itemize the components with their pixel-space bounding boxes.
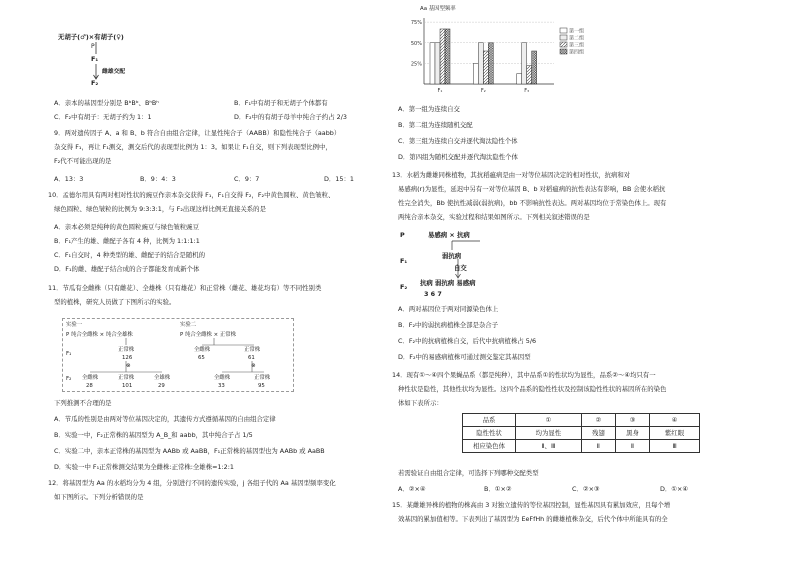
c13-self: 自交 <box>454 264 467 272</box>
legend-swatch <box>560 49 567 54</box>
c13-cross-lines <box>446 239 506 281</box>
c13-p-label: P <box>400 231 405 239</box>
exp1-f2-normal-count: 101 <box>122 383 133 389</box>
exp1-f2-female: 全雌株 <box>82 375 99 381</box>
q11-option-d: D．实验一中 F₁正常株测交结果为全雌株:正常株:全雄株=1:2:1 <box>54 463 234 471</box>
exp1-f2-normal: 正常株 <box>118 375 135 381</box>
bar <box>445 29 450 84</box>
table-cell: 残翅 <box>581 427 615 440</box>
q10-option-c: C．F₁自交时，4 种类型的雄、雌配子的结合是随机的 <box>54 251 205 259</box>
exp1-f2-female-count: 28 <box>86 383 93 389</box>
q14-ask: 若需验证自由组合定律，可选择下列哪种交配类型 <box>398 469 539 477</box>
bar <box>440 29 445 84</box>
q10-option-a: A．亲本必须是纯种的黄色圆粒豌豆与绿色皱粒豌豆 <box>54 223 199 231</box>
c13-f1-label: F₁ <box>400 257 408 265</box>
exp2-title: 实验二 <box>180 322 197 328</box>
table-row <box>463 427 700 440</box>
cross-parents: 无胡子(♂)×有胡子(♀) <box>58 33 124 41</box>
table-row <box>463 414 700 427</box>
exp2-f2-normal-count: 95 <box>258 383 265 389</box>
q11-line2: 型的植株，研究人员做了下图所示的实验。 <box>54 298 176 306</box>
table-cell: ② <box>581 414 615 427</box>
legend-swatch <box>560 35 567 40</box>
q10-line1: 10．孟德尔用具有两对相对性状的豌豆作亲本杂交获得 F₁，F₁自交得 F₂，F₂中黄色圆粒、黄色皱粒、 <box>48 191 335 199</box>
q13-option-c: C．F₂中的抗病植株自交，后代中抗病植株占 5/6 <box>398 337 537 345</box>
y-tick-label: 50% <box>410 40 422 47</box>
bar <box>527 66 532 84</box>
table-cell: 隐性性状 <box>463 427 516 440</box>
q11-option-b: B．实验一中，F₂正常株的基因型为 A_B_和 aabb，其中纯合子占 1/5 <box>54 431 253 439</box>
fruitfly-table <box>462 413 700 453</box>
exp2-f2-female-count: 33 <box>218 383 225 389</box>
bar <box>473 63 478 84</box>
q12-option-a: A．第一组为连续自交 <box>398 105 460 113</box>
q12-option-c: C．第三组为连续自交并逐代淘汰隐性个体 <box>398 137 518 145</box>
table-row <box>463 440 700 453</box>
chart-title: Aa 基因型频率 <box>420 6 456 12</box>
x-tick-label: F₁ <box>437 88 443 94</box>
q11-option-a: A．节瓜的性别是由两对等位基因决定的，其遗传方式遵循基因的自由组合定律 <box>54 415 276 423</box>
c13-f1-child: 弱抗病 <box>442 252 462 260</box>
q9-line1: 9．两对遗传因子 A、a 和 B、b 符合自由组合定律，让显性纯合子（AABB）和隐性纯合子（aabb） <box>54 129 341 137</box>
q15-line1: 15．某雌雄异株的植物的株高由 3 对独立遗传的等位基因控制，显性基因具有累加效应，且每个增 <box>392 501 671 509</box>
q14-line3: 体如下表所示： <box>398 399 443 407</box>
cross-arrow-lines <box>92 42 100 82</box>
q14-line1: 14．现有①～④四个果蝇品系（都是纯种），其中品系①的性状均为显性，品系②～④均只有一 <box>392 371 656 379</box>
c13-parents: 易感病 × 抗病 <box>428 231 470 239</box>
table-cell: ③ <box>615 414 649 427</box>
y-tick-label: 25% <box>410 61 422 68</box>
left-column <box>48 0 429 561</box>
q14-line2: 种性状是隐性，其他性状均为显性。这四个品系的隐性性状及控制该隐性性状的基因所在的染色 <box>398 385 667 393</box>
exp1-f1-normal: 正常株 <box>118 347 135 353</box>
q15-line2: 效基因的累加值相等。下表列出了基因型为 EeFfHh 的雌雄植株杂交，后代个体中所能具有的全 <box>398 515 668 523</box>
q8-option-a: A．亲本的基因型分别是 BᵇBᵇ、BʰBʰ <box>54 99 159 107</box>
exp1-f1-count: 126 <box>122 355 133 361</box>
bar <box>532 51 537 84</box>
bar <box>435 43 440 84</box>
bar <box>483 51 488 84</box>
exp1-f2-male: 全雄株 <box>154 375 171 381</box>
self-cross-symbol: ⊗ <box>126 363 131 369</box>
q13-option-b: B．F₂中的弱抗病植株全部是杂合子 <box>398 321 499 329</box>
table-cell: Ⅱ <box>615 440 649 453</box>
table-cell: Ⅲ <box>650 440 700 453</box>
q9-line2: 杂交得 F₁，再让 F₁测交，测交后代的表现型比例为 1：3。如果让 F₁自交，则下列表现型比例中， <box>54 143 332 151</box>
c13-f2-types: 抗病 弱抗病 易感病 <box>420 279 476 287</box>
legend-swatch <box>560 28 567 33</box>
cross-p-label: P <box>91 43 95 50</box>
self-cross-symbol-2: ⊗ <box>251 363 256 369</box>
exp2-f1-female: 全雌株 <box>194 347 211 353</box>
q9-option-c: C．9：7 <box>234 175 260 183</box>
exp2-f2-normal: 正常株 <box>254 375 271 381</box>
cross-f2-label: F₂ <box>91 79 99 87</box>
aa-frequency-chart <box>398 12 598 96</box>
bar <box>522 43 527 84</box>
q13-line3: 性完全消失，Bb 使抗性减弱(弱抗病)，bb 不影响抗性表达。两对基因均位于常染色体上。现有 <box>398 199 667 207</box>
q13-option-a: A．两对基因位于两对同源染色体上 <box>398 305 499 313</box>
y-tick-label: 75% <box>410 20 422 27</box>
q12-option-d: D．第四组为随机交配并逐代淘汰隐性个体 <box>398 153 518 161</box>
q8-option-b: B．F₁中有胡子和无胡子个体都有 <box>234 99 328 107</box>
q11-line1: 11．节瓜有全雌株（只有雌花）、全雄株（只有雄花）和正常株（雌花、雄花均有）等不同性别类 <box>48 284 322 292</box>
bar <box>478 43 483 84</box>
q14-option-d: D．①×④ <box>660 485 689 493</box>
table-cell: 紫红眼 <box>650 427 700 440</box>
bar <box>430 43 435 84</box>
q10-line2: 绿色圆粒、绿色皱粒的比例为 9:3:3:1，与 F₂出现这样比例无直接关系的是 <box>54 205 266 213</box>
c13-f2-label: F₂ <box>400 283 408 291</box>
q13-line2: 易感病(r)为显性，延迟中另有一对等位基因 B、b 对稻瘟病的抗性表达有影响，BB 会使水稻抗 <box>398 185 666 193</box>
legend-label: 第三组 <box>569 42 585 49</box>
cross-f1-label: F₁ <box>91 55 99 63</box>
q12-line2: 如下图所示。下列分析错误的是 <box>54 493 144 501</box>
exp2-f1-female-count: 65 <box>198 355 205 361</box>
exp2-f1-normal-count: 61 <box>248 355 255 361</box>
right-column <box>392 0 763 561</box>
table-cell: 相应染色体 <box>463 440 516 453</box>
bar <box>488 43 493 84</box>
gen-f2-label: F₂ <box>66 376 72 382</box>
table-cell: ① <box>516 414 582 427</box>
table-cell: Ⅱ、Ⅲ <box>516 440 582 453</box>
q10-option-d: D．F₁的雌、雄配子结合成的合子都能发育成新个体 <box>54 265 200 273</box>
q14-option-a: A．②×④ <box>398 485 426 493</box>
q13-option-d: D．F₂中的易感病植株可通过测交鉴定其基因型 <box>398 353 531 361</box>
x-tick-label: F₃ <box>524 88 530 94</box>
table-cell: 黑身 <box>615 427 649 440</box>
q13-line1: 13．水稻为雌雄同株植物，其抗稻瘟病是由一对等位基因决定的相对性状，抗病和对 <box>392 171 631 179</box>
cross-mating: 雌雄交配 <box>102 69 126 75</box>
legend-label: 第二组 <box>569 35 585 42</box>
q12-option-b: B．第二组为连续随机交配 <box>398 121 473 129</box>
x-tick-label: F₂ <box>480 88 486 94</box>
q10-option-b: B．F₁产生的雄、雌配子各有 4 种，比例为 1:1:1:1 <box>54 237 200 245</box>
table-cell: 均为显性 <box>516 427 582 440</box>
q14-option-b: B．①×② <box>484 485 512 493</box>
c13-f2-nums: 3 6 7 <box>424 290 442 298</box>
q9-option-b: B．9：4：3 <box>140 175 176 183</box>
bar <box>517 74 522 84</box>
legend-swatch <box>560 42 567 47</box>
exp2-f2-female: 全雌株 <box>214 375 231 381</box>
q11-option-c: C．实验二中，亲本正常株的基因型为 AABb 或 AaBB，F₁正常株的基因型也为 AABb 或 AaBB <box>54 447 325 455</box>
q8-option-c: C．F₂中有胡子：无胡子约为 1：1 <box>54 113 152 121</box>
q9-option-d: D．15：1 <box>324 175 354 183</box>
experiment-lines <box>84 336 284 376</box>
exp1-f2-male-count: 29 <box>158 383 165 389</box>
q12-line1: 12．将基因型为 Aa 的水稻均分为 4 组，分别进行不同的遗传实验，j 各组子代的 Aa 基因型频率变化 <box>48 479 336 487</box>
q9-line3: F₂代不可能出现的是 <box>54 157 112 165</box>
table-cell: Ⅱ <box>581 440 615 453</box>
table-cell: ④ <box>650 414 700 427</box>
q14-option-c: C．②×③ <box>572 485 600 493</box>
table-cell: 品系 <box>463 414 516 427</box>
legend-label: 第四组 <box>569 49 585 56</box>
exp2-parents: P 纯合全雌株 × 正常株 <box>180 332 237 338</box>
exp1-parents: P 纯合全雌株 × 纯合全雄株 <box>66 332 133 338</box>
q13-line4: 两纯合亲本杂交，实验过程和结果如图所示。下列相关叙述错误的是 <box>398 213 590 221</box>
q9-option-a: A．13：3 <box>54 175 84 183</box>
legend-label: 第一组 <box>569 28 585 35</box>
q11-ask: 下列推测不合理的是 <box>54 399 112 407</box>
q8-option-d: D．F₂中的有胡子母羊中纯合子约占 2/3 <box>234 113 347 121</box>
exp2-f1-normal: 正常株 <box>244 347 261 353</box>
gen-f1-label: F₁ <box>66 351 72 357</box>
exp1-title: 实验一 <box>66 322 83 328</box>
